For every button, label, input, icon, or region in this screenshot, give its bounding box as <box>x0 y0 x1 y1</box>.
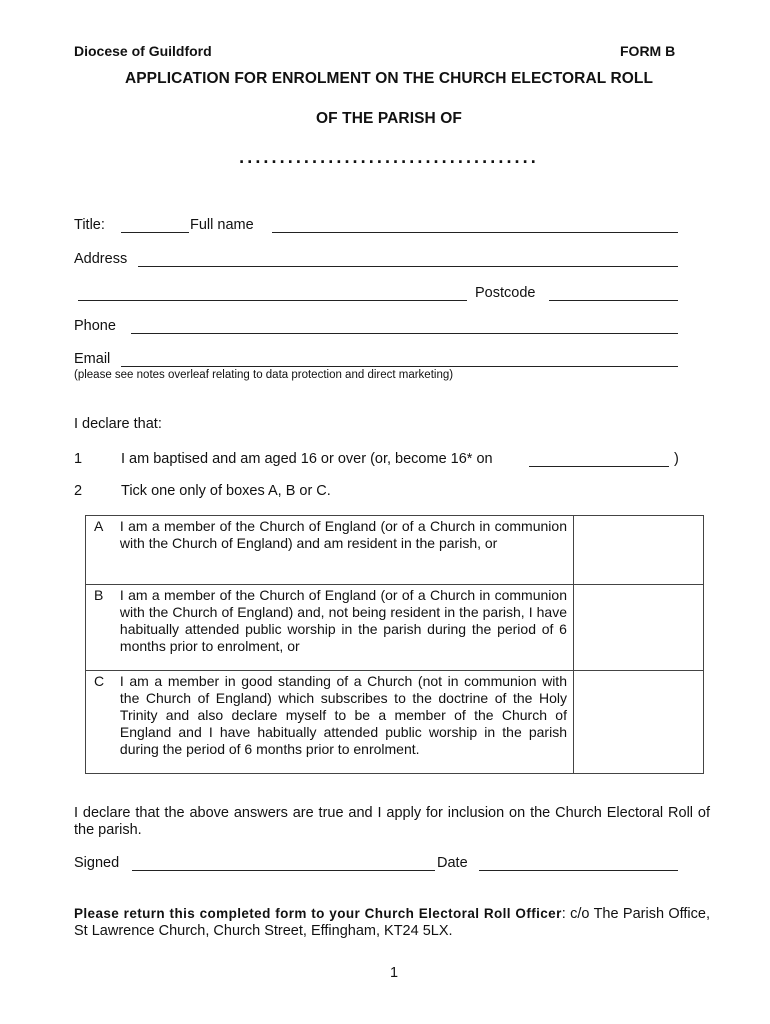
option-row-a <box>86 516 704 585</box>
phone-field[interactable] <box>131 333 678 334</box>
email-field[interactable] <box>121 366 678 367</box>
phone-label: Phone <box>74 318 116 334</box>
address-field-line1[interactable] <box>138 266 678 267</box>
email-label: Email <box>74 351 111 367</box>
option-c-tick-box[interactable] <box>573 671 703 774</box>
address-label: Address <box>74 251 128 267</box>
final-statement: I declare that the above answers are true and I apply for inclusion on the Church Electoral Roll of the parish. <box>74 805 710 838</box>
option-text: I am a member of the Church of England (or of a Church in communion with the Church of England) and am resident in the parish, or <box>116 516 574 585</box>
item1-text: I am baptised and am aged 16 or over (or, become 16* on <box>121 451 493 467</box>
full-name-field[interactable] <box>272 232 678 233</box>
option-text: I am a member of the Church of England (or of a Church in communion with the Church of England) and, not being resident in the parish, I have habitually attended public worship in the parish during the period of 6 months prior to enrolment, or <box>116 585 574 671</box>
option-a-tick-box[interactable] <box>573 516 703 585</box>
item1-number: 1 <box>74 451 83 467</box>
title-field[interactable] <box>121 232 189 233</box>
signature-field[interactable] <box>132 870 435 871</box>
return-instructions-address: : c/o The Parish Office, St Lawrence Church, Church Street, Effingham, KT24 5LX. <box>74 906 710 939</box>
signed-label: Signed <box>74 855 120 871</box>
item2-text: Tick one only of boxes A, B or C. <box>121 483 331 499</box>
option-text: I am a member in good standing of a Church (not in communion with the Church of England) which subscribes to the doctrine of the Holy Trinity and also declare myself to be a member of the Church of England and I have habitually attended public worship in the parish during the period of 6 months prior to enrolment. <box>116 671 574 774</box>
item1-close-paren: ) <box>674 451 679 467</box>
option-letter: C <box>86 671 116 774</box>
email-note: (please see notes overleaf relating to data protection and direct marketing) <box>74 369 454 381</box>
return-instructions-bold: Please return this completed form to your Church Electoral Roll Officer <box>74 906 562 921</box>
form-id: FORM B <box>620 43 676 59</box>
date-field[interactable] <box>479 870 678 871</box>
form-title: APPLICATION FOR ENROLMENT ON THE CHURCH ELECTORAL ROLL <box>124 70 654 87</box>
declaration-intro: I declare that: <box>74 416 162 432</box>
title-label: Title: <box>74 217 105 233</box>
postcode-label: Postcode <box>475 285 536 301</box>
return-instructions <box>74 905 710 940</box>
address-field-line2[interactable] <box>78 300 467 301</box>
option-letter: B <box>86 585 116 671</box>
option-row-c <box>86 671 704 774</box>
option-row-b <box>86 585 704 671</box>
page-number: 1 <box>389 965 399 981</box>
birthday-date-field[interactable] <box>529 466 669 467</box>
diocese-label: Diocese of Guildford <box>74 43 212 59</box>
form-subtitle: OF THE PARISH OF <box>316 110 462 127</box>
parish-name-field[interactable]: ..................................... <box>239 147 539 167</box>
full-name-label: Full name <box>190 217 254 233</box>
option-letter: A <box>86 516 116 585</box>
postcode-field[interactable] <box>549 300 678 301</box>
item2-number: 2 <box>74 483 83 499</box>
option-b-tick-box[interactable] <box>573 585 703 671</box>
options-table <box>85 515 704 774</box>
date-label: Date <box>437 855 468 871</box>
